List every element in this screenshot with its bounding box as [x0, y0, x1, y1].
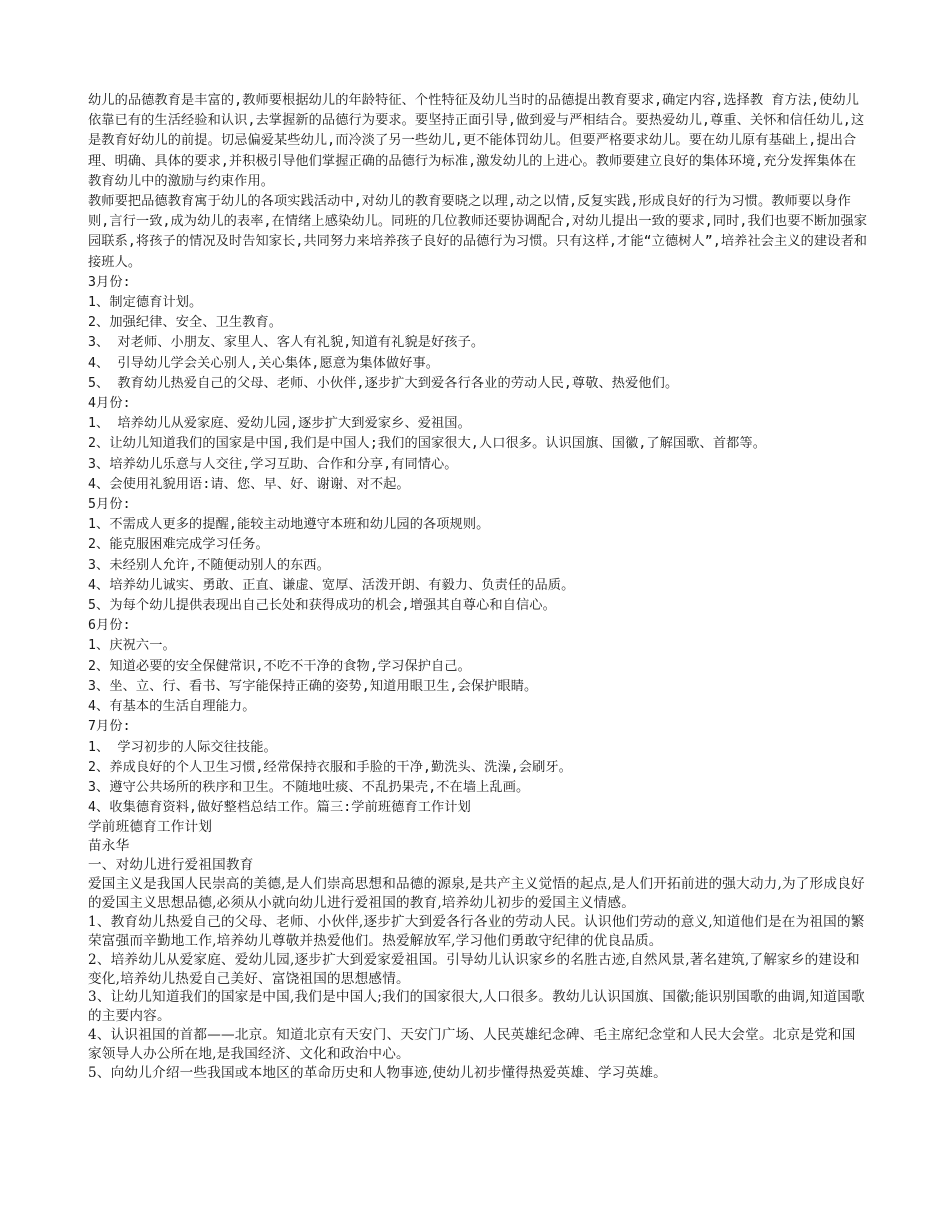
- month-heading: 5月份:: [88, 497, 131, 513]
- list-item: 2、让幼儿知道我们的国家是中国,我们是中国人;我们的国家很大,人口很多。认识国旗、国徽,了解国歌、首都等。: [88, 436, 766, 452]
- list-item: 1、不需成人更多的提醒,能较主动地遵守本班和幼儿园的各项规则。: [88, 517, 490, 533]
- paragraph: 教师要把品德教育寓于幼儿的各项实践活动中,对幼儿的教育要晓之以理,动之以情,反复实践,形成良好的行为习惯。教师要以身作则,言行一致,成为幼儿的表率,在情绪上感染幼儿。同班的几位教师还要协调配合,对幼儿提出一致的要求,同时,我们也要不断加强家园联系,将孩子的情况及时告知家长,共同努力来培养孩子良好的品德行为习惯。只有这样,才能“立德树人”,培养社会主义的建设者和接班人。: [88, 194, 868, 270]
- list-item: 1、 学习初步的人际交往技能。: [88, 739, 277, 755]
- month-heading: 6月份:: [88, 618, 131, 634]
- list-item: 2、养成良好的个人卫生习惯,经常保持衣服和手脸的干净,勤洗头、洗澡,会刷牙。: [88, 759, 572, 775]
- list-item: 3、未经别人允许,不随便动别人的东西。: [88, 557, 330, 573]
- list-item: 4、 引导幼儿学会关心别人,关心集体,愿意为集体做好事。: [88, 355, 440, 371]
- list-item: 4、收集德育资料,做好整档总结工作。篇三:学前班德育工作计划: [88, 800, 471, 816]
- section-heading: 一、对幼儿进行爱祖国教育: [88, 857, 254, 874]
- list-item: 1、庆祝六一。: [88, 638, 176, 654]
- list-item: 3、让幼儿知道我们的国家是中国,我们是中国人;我们的国家很大,人口很多。教幼儿认识国旗、国徽;能识别国歌的曲调,知道国歌的主要内容。: [88, 989, 865, 1025]
- preschool-moral-plan-section: [88, 818, 868, 1083]
- list-item: 1、制定德育计划。: [88, 295, 203, 311]
- list-item: 1、 培养幼儿从爱家庭、爱幼儿园,逐步扩大到爱家乡、爱祖国。: [88, 416, 471, 432]
- document-title: 学前班德育工作计划: [88, 819, 213, 836]
- list-item: 5、向幼儿介绍一些我国或本地区的革命历史和人物事迹,使幼儿初步懂得热爱英雄、学习英雄。: [88, 1065, 667, 1082]
- list-item: 2、培养幼儿从爱家庭、爱幼儿园,逐步扩大到爱家爱祖国。引导幼儿认识家乡的名胜古迹,自然风景,著名建筑,了解家乡的建设和变化,培养幼儿热爱自己美好、富饶祖国的思想感情。: [88, 951, 860, 987]
- list-item: 3、培养幼儿乐意与人交往,学习互助、合作和分享,有同情心。: [88, 456, 458, 472]
- list-item: 2、能克服困难完成学习任务。: [88, 537, 269, 553]
- list-item: 5、为每个幼儿提供表现出自己长处和获得成功的机会,增强其自尊心和自信心。: [88, 598, 556, 614]
- paragraph: 爱国主义是我国人民崇高的美德,是人们崇高思想和品德的源泉,是共产主义觉悟的起点,是人们开拓前进的强大动力,为了形成良好的爱国主义思想品德,必须从小就向幼儿进行爱祖国的教育,培养幼儿初步的爱国主义情感。: [88, 876, 865, 911]
- month-heading: 7月份:: [88, 719, 131, 735]
- list-item: 3、坐、立、行、看书、写字能保持正确的姿势,知道用眼卫生,会保护眼睛。: [88, 678, 538, 694]
- list-item: 2、知道必要的安全保健常识,不吃不干净的食物,学习保护自己。: [88, 658, 471, 674]
- list-item: 1、教育幼儿热爱自己的父母、老师、小伙伴,逐步扩大到爱各行各业的劳动人民。认识他们劳动的意义,知道他们是在为祖国的繁荣富强而辛勤地工作,培养幼儿尊敬并热爱他们。热爱解放军,学习他们勇敢守纪律的优良品质。: [88, 913, 865, 949]
- list-item: 5、 教育幼儿热爱自己的父母、老师、小伙伴,逐步扩大到爱各行各业的劳动人民,尊敬、热爱他们。: [88, 375, 679, 391]
- list-item: 4、培养幼儿诚实、勇敢、正直、谦虚、宽厚、活泼开朗、有毅力、负责任的品质。: [88, 577, 575, 593]
- paragraph: 幼儿的品德教育是丰富的,教师要根据幼儿的年龄特征、个性特征及幼儿当时的品德提出教育要求,确定内容,选择教 育方法,使幼儿依靠已有的生活经验和认识,去掌握新的品德行为要求。要坚持正面引导,做到爱与严相结合。要热爱幼儿,尊重、关怀和信任幼儿,这是教育好幼儿的前提。切忌偏爱某些幼儿,而冷淡了另一些幼儿,更不能体罚幼儿。但要严格要求幼儿。要在幼儿原有基础上,提出合理、明确、具体的要求,并积极引导他们掌握正确的品德行为标准,激发幼儿的上进心。教师要建立良好的集体环境,充分发挥集体在教育幼儿中的激励与约束作用。: [88, 93, 865, 189]
- list-item: 3、 对老师、小朋友、家里人、客人有礼貌,知道有礼貌是好孩子。: [88, 335, 485, 351]
- month-heading: 3月份:: [88, 274, 131, 290]
- list-item: 4、会使用礼貌用语:请、您、早、好、谢谢、对不起。: [88, 476, 410, 492]
- document-page: [88, 91, 868, 1083]
- list-item: 4、认识祖国的首都——北京。知道北京有天安门、天安门广场、人民英雄纪念碑、毛主席纪念堂和人民大会堂。北京是党和国家领导人办公所在地,是我国经济、文化和政治中心。: [88, 1027, 856, 1063]
- moral-plan-monthly-section: [88, 91, 868, 818]
- month-heading: 4月份:: [88, 396, 131, 412]
- author-name: 苗永华: [88, 838, 130, 855]
- list-item: 4、有基本的生活自理能力。: [88, 699, 256, 715]
- list-item: 3、遵守公共场所的秩序和卫生。不随地吐痰、不乱扔果壳,不在墙上乱画。: [88, 779, 530, 795]
- list-item: 2、加强纪律、安全、卫生教育。: [88, 315, 283, 331]
